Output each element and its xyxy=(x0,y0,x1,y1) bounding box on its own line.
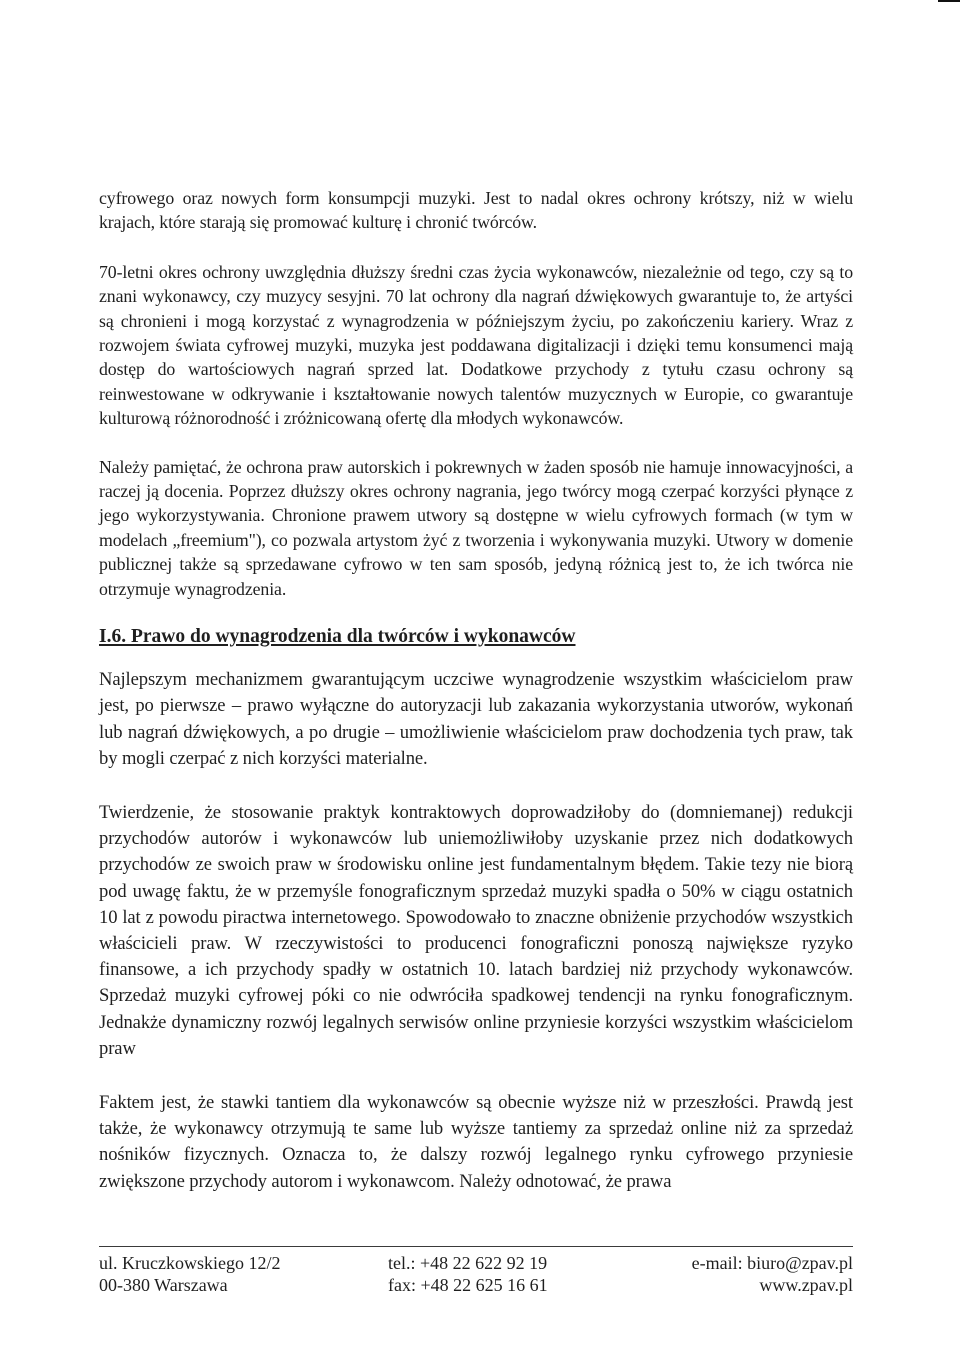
address-street: ul. Kruczkowskiego 12/2 xyxy=(99,1253,281,1273)
footer-divider xyxy=(99,1246,853,1247)
scan-corner-mark xyxy=(938,0,960,2)
document-body xyxy=(99,186,853,1195)
section-paragraph-2: Twierdzenie, że stosowanie praktyk kontraktowych doprowadziłoby do (domniemanej) redukcji przychodów autorów i wykonawców lub uniemożliwiłoby uzyskanie przez nich dodatkowych przychodów ze swoich praw w środowisku online jest fundamentalnym błędem. Takie tezy nie biorą pod uwagę faktu, że w przemyśle fonograficznym sprzedaż muzyki spadła o 50% w ciągu ostatnich 10 lat z powodu piractwa internetowego. Spowodowało to znaczne obniżenie przychodów wszystkich właścicieli praw. W rzeczywistości to producenci fonograficzni ponoszą największe ryzyko finansowe, a ich przychody spadły w ostatnich 10. latach bardziej niż przychody wykonawców. Sprzedaż muzyki cyfrowej póki co nie odwróciła spadkowej tendencji na rynku fonograficznym. Jednakże dynamiczny rozwój legalnych serwisów online przyniesie korzyści wszystkim właścicielom praw xyxy=(99,801,853,1059)
section-heading: I.6. Prawo do wynagrodzenia dla twórców i wykonawców xyxy=(99,626,576,648)
section-paragraph-1: Najlepszym mechanizmem gwarantującym uczciwe wynagrodzenie wszystkim właścicielom praw jest, po pierwsze – prawo wyłączne do autoryzacji lub zakazania wykorzystania utworów, wykonań lub nagrań dźwiękowych, a po drugie – umożliwienie właścicielom praw dochodzenia tych praw, tak by mogli czerpać z nich korzyści materialne. xyxy=(99,669,853,769)
fax-number: fax: +48 22 625 16 61 xyxy=(388,1275,548,1295)
email-address: e-mail: biuro@zpav.pl xyxy=(691,1253,853,1273)
body-paragraph-2: 70-letni okres ochrony uwzględnia dłuższy średni czas życia wykonawców, niezależnie od tego, czy są to znani wykonawcy, czy muzycy sesyjni. 70 lat ochrony dla nagrań dźwiękowych gwarantuje to, że artyści są chronieni i mogą korzystać z wynagrodzenia w późniejszym życiu, po zakończeniu kariery. Wraz z rozwojem świata cyfrowej muzyki, muzyka jest poddawana digitalizacji i dzięki temu konsumenci mają dostęp do wartościowych nagrań sprzed lat. Dodatkowe przychody z tytułu czasu ochrony są reinwestowane w odkrywanie i kształtowanie nowych talentów muzycznych w Europie, co gwarantuje kulturową różnorodność i zróżnicowaną ofertę dla młodych wykonawców. xyxy=(99,261,853,429)
body-paragraph-3: Należy pamiętać, że ochrona praw autorskich i pokrewnych w żaden sposób nie hamuje innowacyjności, a raczej ją docenia. Poprzez dłuższy okres ochrony nagrania, jego twórcy mogą czerpać korzyści płynące z jego wykorzystywania. Chronione prawem utwory są dostępne w wielu cyfrowych formach (w tym w modelach „freemium"), co pozwala artystom żyć z tworzenia i wykonywania muzyki. Utwory w domenie publicznej także są sprzedawane cyfrowo w ten sam sposób, jedyną różnicą jest to, że ich twórca nie otrzymuje wynagrodzenia. xyxy=(99,456,853,599)
address-city: 00-380 Warszawa xyxy=(99,1275,228,1295)
footer-phones xyxy=(388,1252,548,1296)
section-paragraph-3: Faktem jest, że stawki tantiem dla wykonawców są obecnie wyższe niż w przeszłości. Prawdą jest także, że wykonawcy otrzymują te same lub wyższe tantiemy za sprzedaż online niż za sprzedaż nośników fizycznych. Oznacza to, że dalszy rozwój legalnego rynku cyfrowego przyniesie zwiększone przychody autorom i wykonawcom. Należy odnotować, że prawa xyxy=(99,1091,853,1192)
website-address: www.zpav.pl xyxy=(759,1275,853,1295)
footer-address xyxy=(99,1252,280,1296)
body-paragraph-1: cyfrowego oraz nowych form konsumpcji muzyki. Jest to nadal okres ochrony krótszy, niż w wielu krajach, które starają się promować kulturę i chronić twórców. xyxy=(99,188,853,233)
phone-number: tel.: +48 22 622 92 19 xyxy=(388,1253,548,1273)
footer-contact xyxy=(692,1252,853,1296)
